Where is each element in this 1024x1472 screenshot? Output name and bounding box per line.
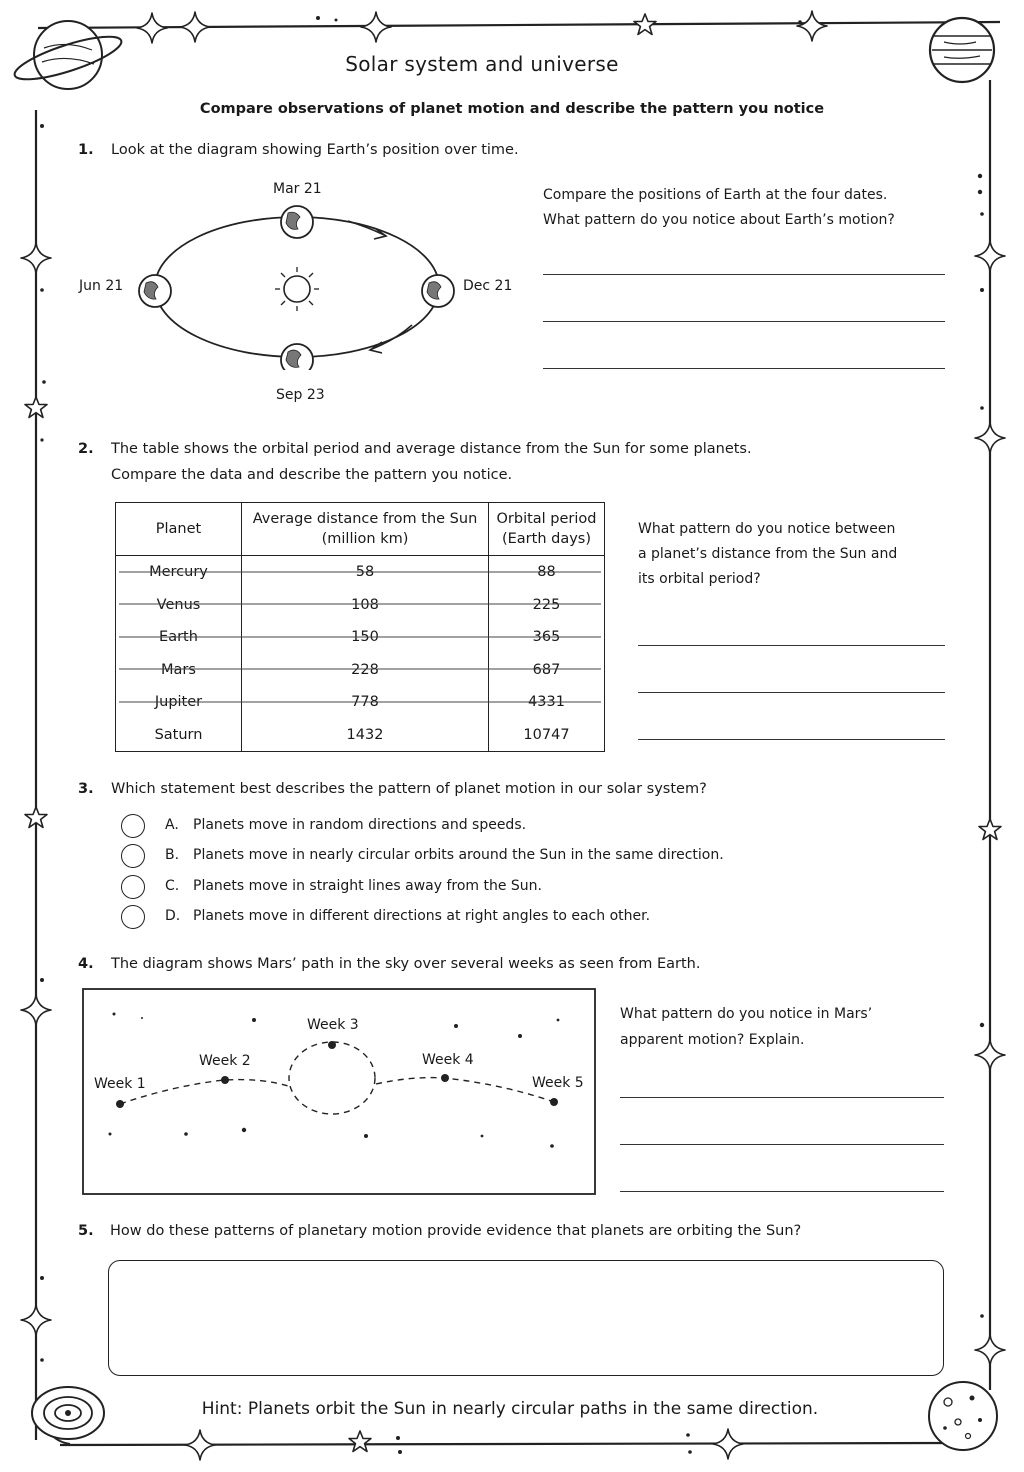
header-distance-line2: (million km) (321, 531, 409, 547)
option-c-text: Planets move in straight lines away from the Sun. (193, 878, 542, 894)
q3-number: 3. (78, 781, 94, 797)
q4-prompt-line2: apparent motion? Explain. (620, 1032, 805, 1048)
mars-week1-dot (116, 1100, 124, 1108)
orbit-arrow-icon (348, 221, 384, 235)
cell-period: 88 (537, 564, 556, 581)
cell-period: 687 (532, 661, 561, 678)
cell-distance: 58 (355, 564, 375, 581)
mars-week3-dot (328, 1041, 336, 1049)
q1-date-bottom: Sep 23 (276, 387, 325, 403)
cell-distance: 778 (351, 694, 379, 711)
cell-period: 365 (532, 629, 561, 646)
q4-answer-line[interactable] (620, 1191, 944, 1192)
q4-text: The diagram shows Mars’ path in the sky over several weeks as seen from Earth. (111, 956, 701, 972)
q4-number: 4. (78, 956, 94, 972)
q2-answer-line[interactable] (638, 645, 945, 646)
q1-prompt-line1: Compare the positions of Earth at the four dates. (543, 187, 888, 203)
q1-date-right: Dec 21 (463, 278, 513, 294)
option-c-radio[interactable] (121, 875, 145, 899)
q5-number: 5. (78, 1223, 94, 1239)
earth-icon-right (422, 275, 454, 307)
cell-distance: 150 (351, 629, 379, 646)
header-period-line1: Orbital period (496, 511, 597, 527)
week-1-label: Week 1 (94, 1076, 146, 1092)
option-a-radio[interactable] (121, 814, 145, 838)
q1-text: Look at the diagram showing Earth’s position over time. (111, 142, 519, 158)
week-5-label: Week 5 (532, 1075, 584, 1091)
week-2-label: Week 2 (199, 1053, 251, 1069)
q2-prompt-line2: a planet’s distance from the Sun and (638, 546, 898, 562)
q1-prompt-line2: What pattern do you notice about Earth’s motion? (543, 212, 895, 228)
header-planet: Planet (116, 503, 242, 556)
cell-period: 10747 (523, 726, 570, 743)
q2-number: 2. (78, 441, 94, 457)
table-row-lines (115, 502, 605, 752)
q1-answer-line[interactable] (543, 321, 945, 322)
option-b-text: Planets move in nearly circular orbits around the Sun in the same direction. (193, 847, 724, 863)
cell-planet: Saturn (154, 726, 203, 743)
earth-icon-bottom (281, 344, 313, 370)
cell-planet: Venus (156, 596, 201, 613)
cell-distance: 1432 (346, 726, 384, 743)
mars-week5-dot (550, 1098, 558, 1106)
sun-icon (275, 267, 319, 311)
option-a-letter: A. (165, 817, 179, 833)
cell-planet: Mercury (149, 564, 208, 581)
option-b-letter: B. (165, 847, 180, 863)
q2-text-line1: The table shows the orbital period and average distance from the Sun for some planets. (111, 441, 752, 457)
q1-date-left: Jun 21 (79, 278, 124, 294)
page-title: Solar system and universe (345, 52, 619, 76)
week-4-label: Week 4 (422, 1052, 474, 1068)
week-3-label: Week 3 (307, 1017, 359, 1033)
q2-answer-line[interactable] (638, 692, 945, 693)
cell-period: 225 (532, 596, 561, 613)
header-distance-line1: Average distance from the Sun (252, 511, 478, 527)
option-d-radio[interactable] (121, 905, 145, 929)
q5-answer-box[interactable] (108, 1260, 944, 1376)
q2-answer-line[interactable] (638, 739, 945, 740)
hint-text: Hint: Planets orbit the Sun in nearly circular paths in the same direction. (201, 1399, 819, 1419)
q2-prompt-line3: its orbital period? (638, 571, 761, 587)
option-a-text: Planets move in random directions and speeds. (193, 817, 527, 833)
header-period-line2: (Earth days) (501, 531, 592, 547)
option-b-radio[interactable] (121, 844, 145, 868)
cell-distance: 108 (351, 596, 379, 613)
page-subtitle: Compare observations of planet motion and describe the pattern you notice (199, 101, 825, 117)
cell-planet: Mars (161, 661, 196, 678)
earth-orbit-diagram (120, 195, 500, 370)
mars-week4-dot (441, 1074, 449, 1082)
q1-number: 1. (78, 142, 94, 158)
q4-prompt-line1: What pattern do you notice in Mars’ (620, 1006, 873, 1022)
cell-distance: 228 (351, 661, 379, 678)
q3-text: Which statement best describes the pattern of planet motion in our solar system? (111, 781, 707, 797)
q5-text: How do these patterns of planetary motion provide evidence that planets are orbiting the Sun? (110, 1223, 802, 1239)
earth-icon-left (139, 275, 171, 307)
cell-period: 4331 (528, 694, 565, 711)
q4-answer-line[interactable] (620, 1097, 944, 1098)
q1-answer-line[interactable] (543, 368, 945, 369)
cell-planet: Earth (159, 629, 198, 646)
q4-answer-line[interactable] (620, 1144, 944, 1145)
option-c-letter: C. (165, 878, 180, 894)
option-d-letter: D. (165, 908, 181, 924)
mars-week2-dot (221, 1076, 229, 1084)
q2-prompt-line1: What pattern do you notice between (638, 521, 896, 537)
q1-date-top: Mar 21 (273, 181, 322, 197)
q1-answer-line[interactable] (543, 274, 945, 275)
q2-text-line2: Compare the data and describe the pattern you notice. (111, 467, 513, 483)
earth-icon-top (281, 206, 313, 238)
option-d-text: Planets move in different directions at right angles to each other. (193, 908, 651, 924)
cell-planet: Jupiter (154, 694, 203, 711)
